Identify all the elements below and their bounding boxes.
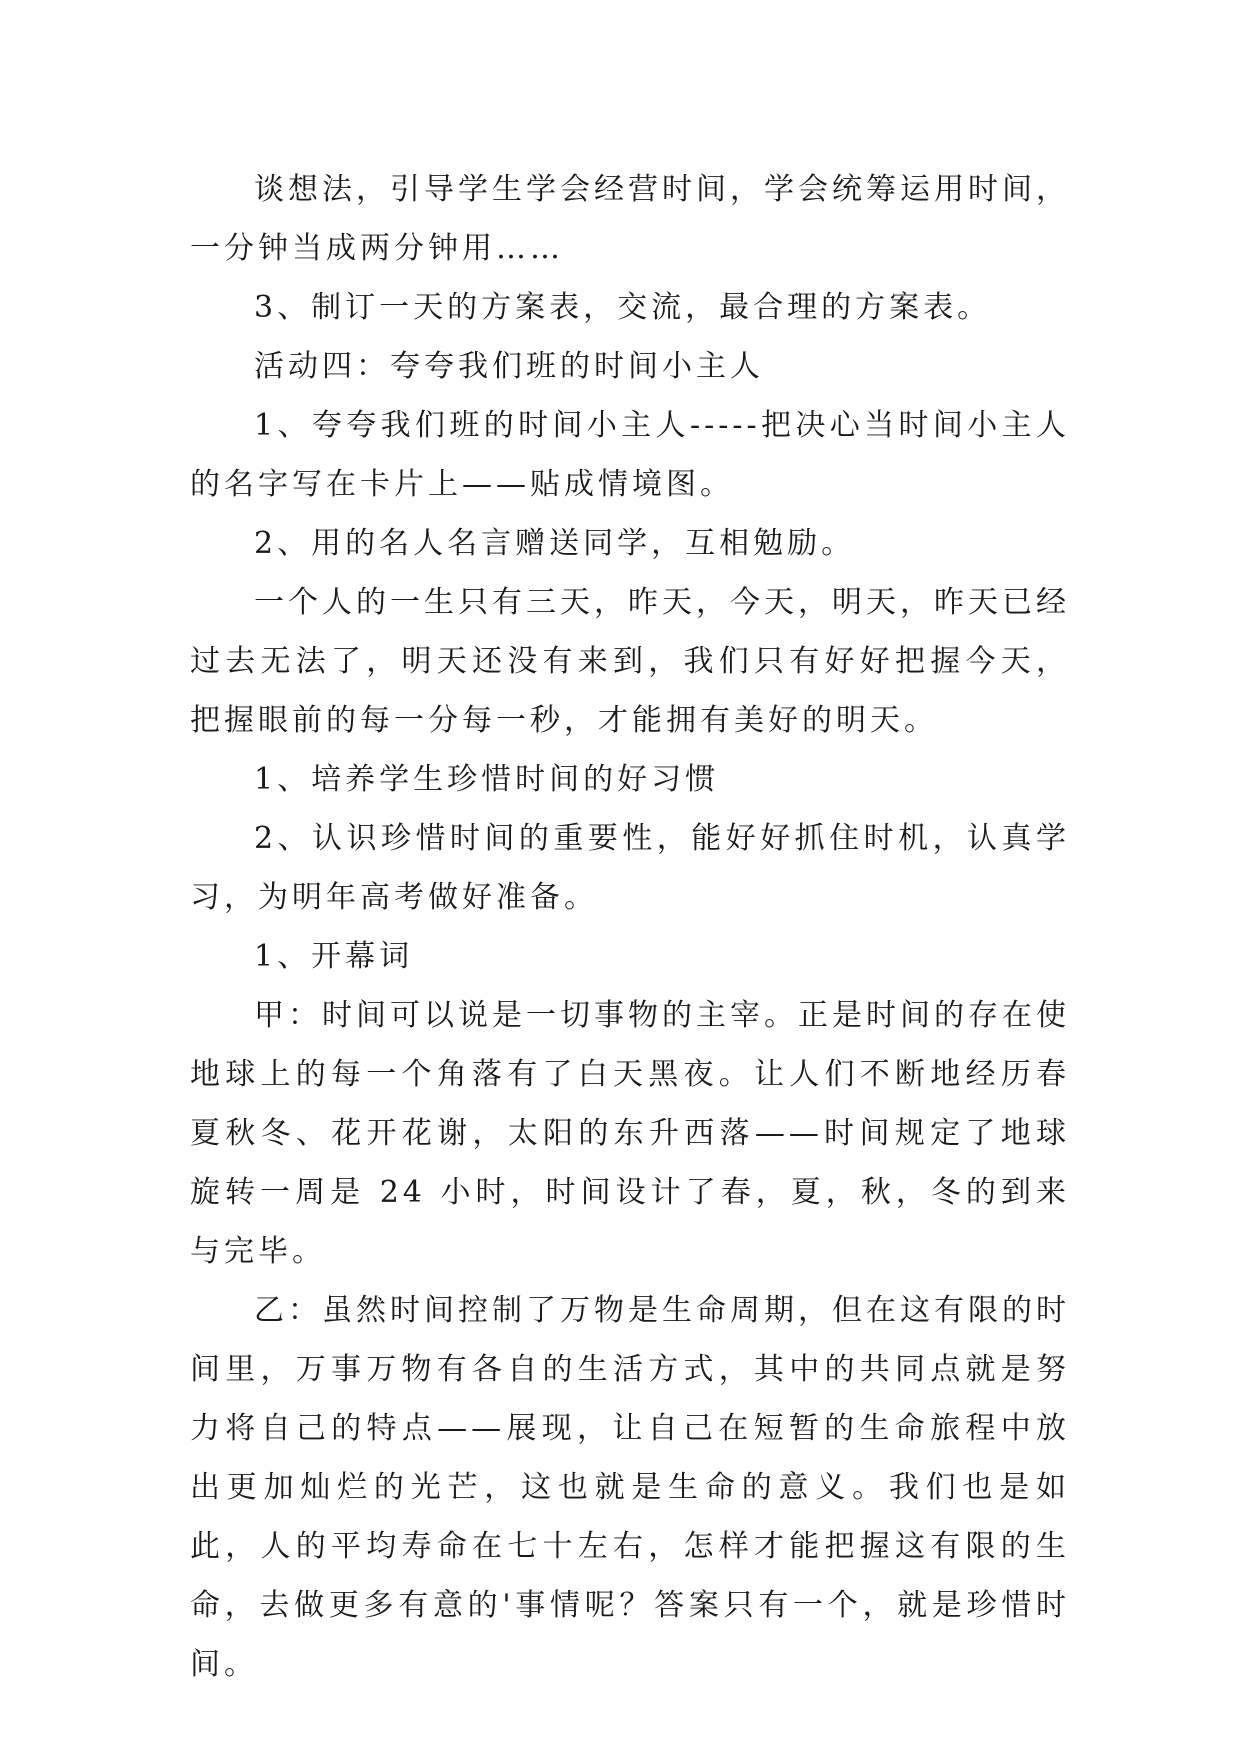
paragraph: 活动四：夸夸我们班的时间小主人 — [254, 349, 764, 384]
paragraph: 乙：虽然时间控制了万物是生命周期，但在这有限的时间里，万事万物有各自的生活方式，其中的共同点就是努力将自己的特点——展现，让自己在短暂的生命旅程中放出更加灿烂的光芒，这也就是生命的意义。我们也是如此，人的平均寿命在七十左右，怎样才能把握这有限的生命，去做更多有意的'事情呢？答案只有一个，就是珍惜时间。 — [190, 1293, 1070, 1682]
paragraph: 1、开幕词 — [254, 939, 414, 974]
document-body — [190, 160, 1070, 1694]
paragraph: 3、制订一天的方案表，交流，最合理的方案表。 — [254, 290, 992, 325]
paragraph: 1、培养学生珍惜时间的好习惯 — [254, 762, 720, 797]
paragraph: 一个人的一生只有三天，昨天，今天，明天，昨天已经过去无法了，明天还没有来到，我们只有好好把握今天，把握眼前的每一分每一秒，才能拥有美好的明天。 — [190, 585, 1070, 738]
paragraph: 甲：时间可以说是一切事物的主宰。正是时间的存在使地球上的每一个角落有了白天黑夜。让人们不断地经历春夏秋冬、花开花谢，太阳的东升西落——时间规定了地球旋转一周是 24 小时，时间设计了春，夏，秋，冬的到来与完毕。 — [190, 998, 1070, 1269]
paragraph: 1、夸夸我们班的时间小主人-----把决心当时间小主人的名字写在卡片上——贴成情境图。 — [190, 408, 1070, 502]
paragraph: 谈想法，引导学生学会经营时间，学会统筹运用时间，一分钟当成两分钟用…… — [190, 172, 1070, 266]
paragraph: 2、用的名人名言赠送同学，互相勉励。 — [254, 526, 856, 561]
paragraph: 2、认识珍惜时间的重要性，能好好抓住时机，认真学习，为明年高考做好准备。 — [190, 821, 1070, 915]
